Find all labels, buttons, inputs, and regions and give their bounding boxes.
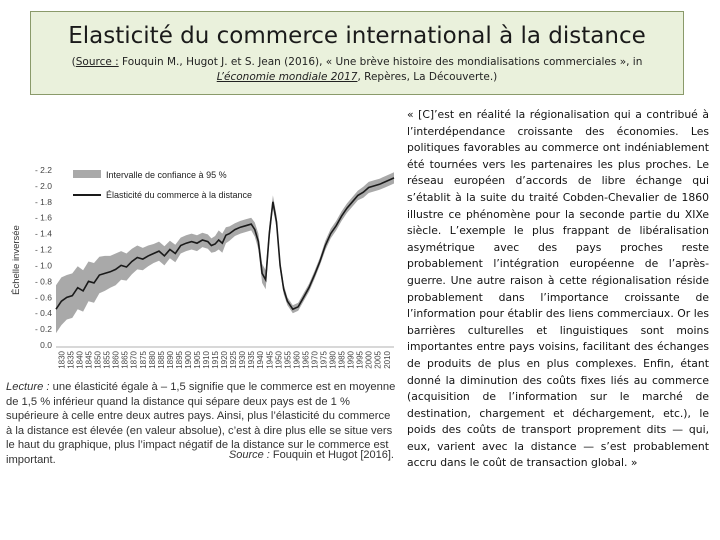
x-tick-label: 1850 <box>93 351 103 369</box>
x-tick-label: 1995 <box>355 351 365 369</box>
y-ticks <box>35 165 52 350</box>
x-tick-label: 1915 <box>211 351 221 369</box>
y-axis-label: Échelle inversée <box>11 225 22 295</box>
x-tick-label: 1940 <box>256 351 266 369</box>
source-citation: (Source : Fouquin M., Hugot J. et S. Jean (2016), « Une brève histoire des mondialisations commerciales », in L’économie mondiale 2017, Repères, La Découverte.) <box>71 56 643 83</box>
y-tick-label: - 1.6 <box>34 212 52 223</box>
x-tick-label: 1925 <box>229 351 239 369</box>
x-tick-label: 1835 <box>66 351 76 369</box>
x-tick-label: 1965 <box>301 351 311 369</box>
caption-label: Lecture : <box>6 381 50 393</box>
legend <box>73 170 252 200</box>
elasticity-chart <box>6 150 398 390</box>
x-tick-label: 1960 <box>292 351 302 369</box>
source-end: , Repères, La Découverte.) <box>357 71 498 83</box>
legend-band-label: Intervalle de confiance à 95 % <box>106 170 227 180</box>
x-tick-label: 1920 <box>220 351 230 369</box>
x-tick-label: 1860 <box>111 351 121 369</box>
x-tick-label: 1855 <box>102 351 112 369</box>
quote-paragraph: « [C]’est en réalité la régionalisation qui a contribué à l’interdépendance croissante des économies. Les politiques favorables au commerce ont indéniablement été tournées vers les partenaires les plus proches. Le réseau européen d’accords de libre échange qui s’établit à la suite du traité Cobden-Chevalier de 1860 illustre ce phénomène pour la seconde partie du XIXe siècle. L’exemple le plus frappant de libéralisation asymétrique avec des pays proches reste probablement l’intégration européenne de l’après-guerre. Une autre raison à cette régionalisation réside probablement dans l’importance croissante de l’information pour établir des liens commerciaux. Or les barrières culturelles et linguistiques sont moins importantes entre pays voisins, facilitant des échanges de produits de plus en plus complexes. Enfin, étant donné la diminution des coûts fixes liés au commerce (acquisition de l’information sur le marché de destination, chargement et déchargement, etc.), le poids des coûts de transport proprement dits — qui, eux, varient avec la distance — s’est probablement accru dans le coût de transaction global. » <box>407 108 709 470</box>
credit-text: Fouquin et Hugot [2016]. <box>269 449 394 461</box>
x-tick-label: 1880 <box>147 351 157 369</box>
x-tick-label: 1970 <box>310 351 320 369</box>
x-tick-label: 1905 <box>192 351 202 369</box>
x-tick-label: 1840 <box>75 351 85 369</box>
x-tick-label: 1975 <box>319 351 329 369</box>
y-tick-label: 0.0 <box>40 340 52 350</box>
x-tick-label: 1845 <box>84 351 94 369</box>
caption-text: une élasticité égale à – 1,5 signifie que le commerce est en moyenne de 1,5 % inférieur quand la distance qui sépare deux pays est de 1 % supérieure à celle entre deux autres pays. Ainsi, plus l’élasticité du commerce à la distance est élevée (en valeur absolue), c’est à dire plus elle se situe vers le haut du graphique, plus l’impact négatif de la distance sur le commerce est important. <box>6 381 396 466</box>
x-tick-label: 1870 <box>129 351 139 369</box>
y-tick-label: - 0.4 <box>34 308 52 319</box>
x-tick-label: 1945 <box>265 351 275 369</box>
title-box <box>30 11 684 95</box>
x-tick-label: 1930 <box>238 351 248 369</box>
x-tick-label: 1935 <box>247 351 257 369</box>
x-tick-label: 1900 <box>183 351 193 369</box>
x-tick-label: 1980 <box>328 351 338 369</box>
y-tick-label: - 0.8 <box>34 276 52 287</box>
y-tick-label: - 1.0 <box>34 260 52 271</box>
credit-label: Source : <box>228 449 270 461</box>
x-tick-label: 1895 <box>174 351 184 369</box>
x-tick-label: 1875 <box>138 351 148 369</box>
x-tick-label: 1985 <box>337 351 347 369</box>
x-tick-label: 1990 <box>346 351 356 369</box>
x-tick-label: 2005 <box>373 351 383 369</box>
y-tick-label: - 1.8 <box>34 196 52 207</box>
x-ticks <box>56 347 394 369</box>
y-tick-label: - 2.2 <box>34 164 52 175</box>
chart-credit <box>6 449 394 461</box>
y-tick-label: - 2.0 <box>34 180 52 191</box>
x-tick-label: 1865 <box>120 351 130 369</box>
x-tick-label: 1950 <box>274 351 284 369</box>
y-tick-label: - 0.6 <box>34 292 52 303</box>
x-tick-label: 1955 <box>283 351 293 369</box>
x-tick-label: 2010 <box>382 351 392 369</box>
legend-line-label: Élasticité du commerce à la distance <box>106 190 253 200</box>
page-title: Elasticité du commerce international à la distance <box>68 23 646 49</box>
x-tick-label: 1830 <box>57 351 67 369</box>
source-label: Source : <box>75 56 119 68</box>
y-tick-label: - 1.2 <box>34 244 52 255</box>
y-tick-label: - 1.4 <box>34 228 52 239</box>
x-tick-label: 2000 <box>364 351 374 369</box>
book-title-link[interactable]: L’économie mondiale 2017 <box>216 71 358 83</box>
y-tick-label: - 0.2 <box>34 324 52 335</box>
x-tick-label: 1890 <box>165 351 175 369</box>
x-tick-label: 1885 <box>156 351 166 369</box>
source-text: Fouquin M., Hugot J. et S. Jean (2016), « Une brève histoire des mondialisations commerciales », in <box>118 56 643 68</box>
x-tick-label: 1910 <box>202 351 212 369</box>
legend-band-swatch <box>73 170 101 178</box>
